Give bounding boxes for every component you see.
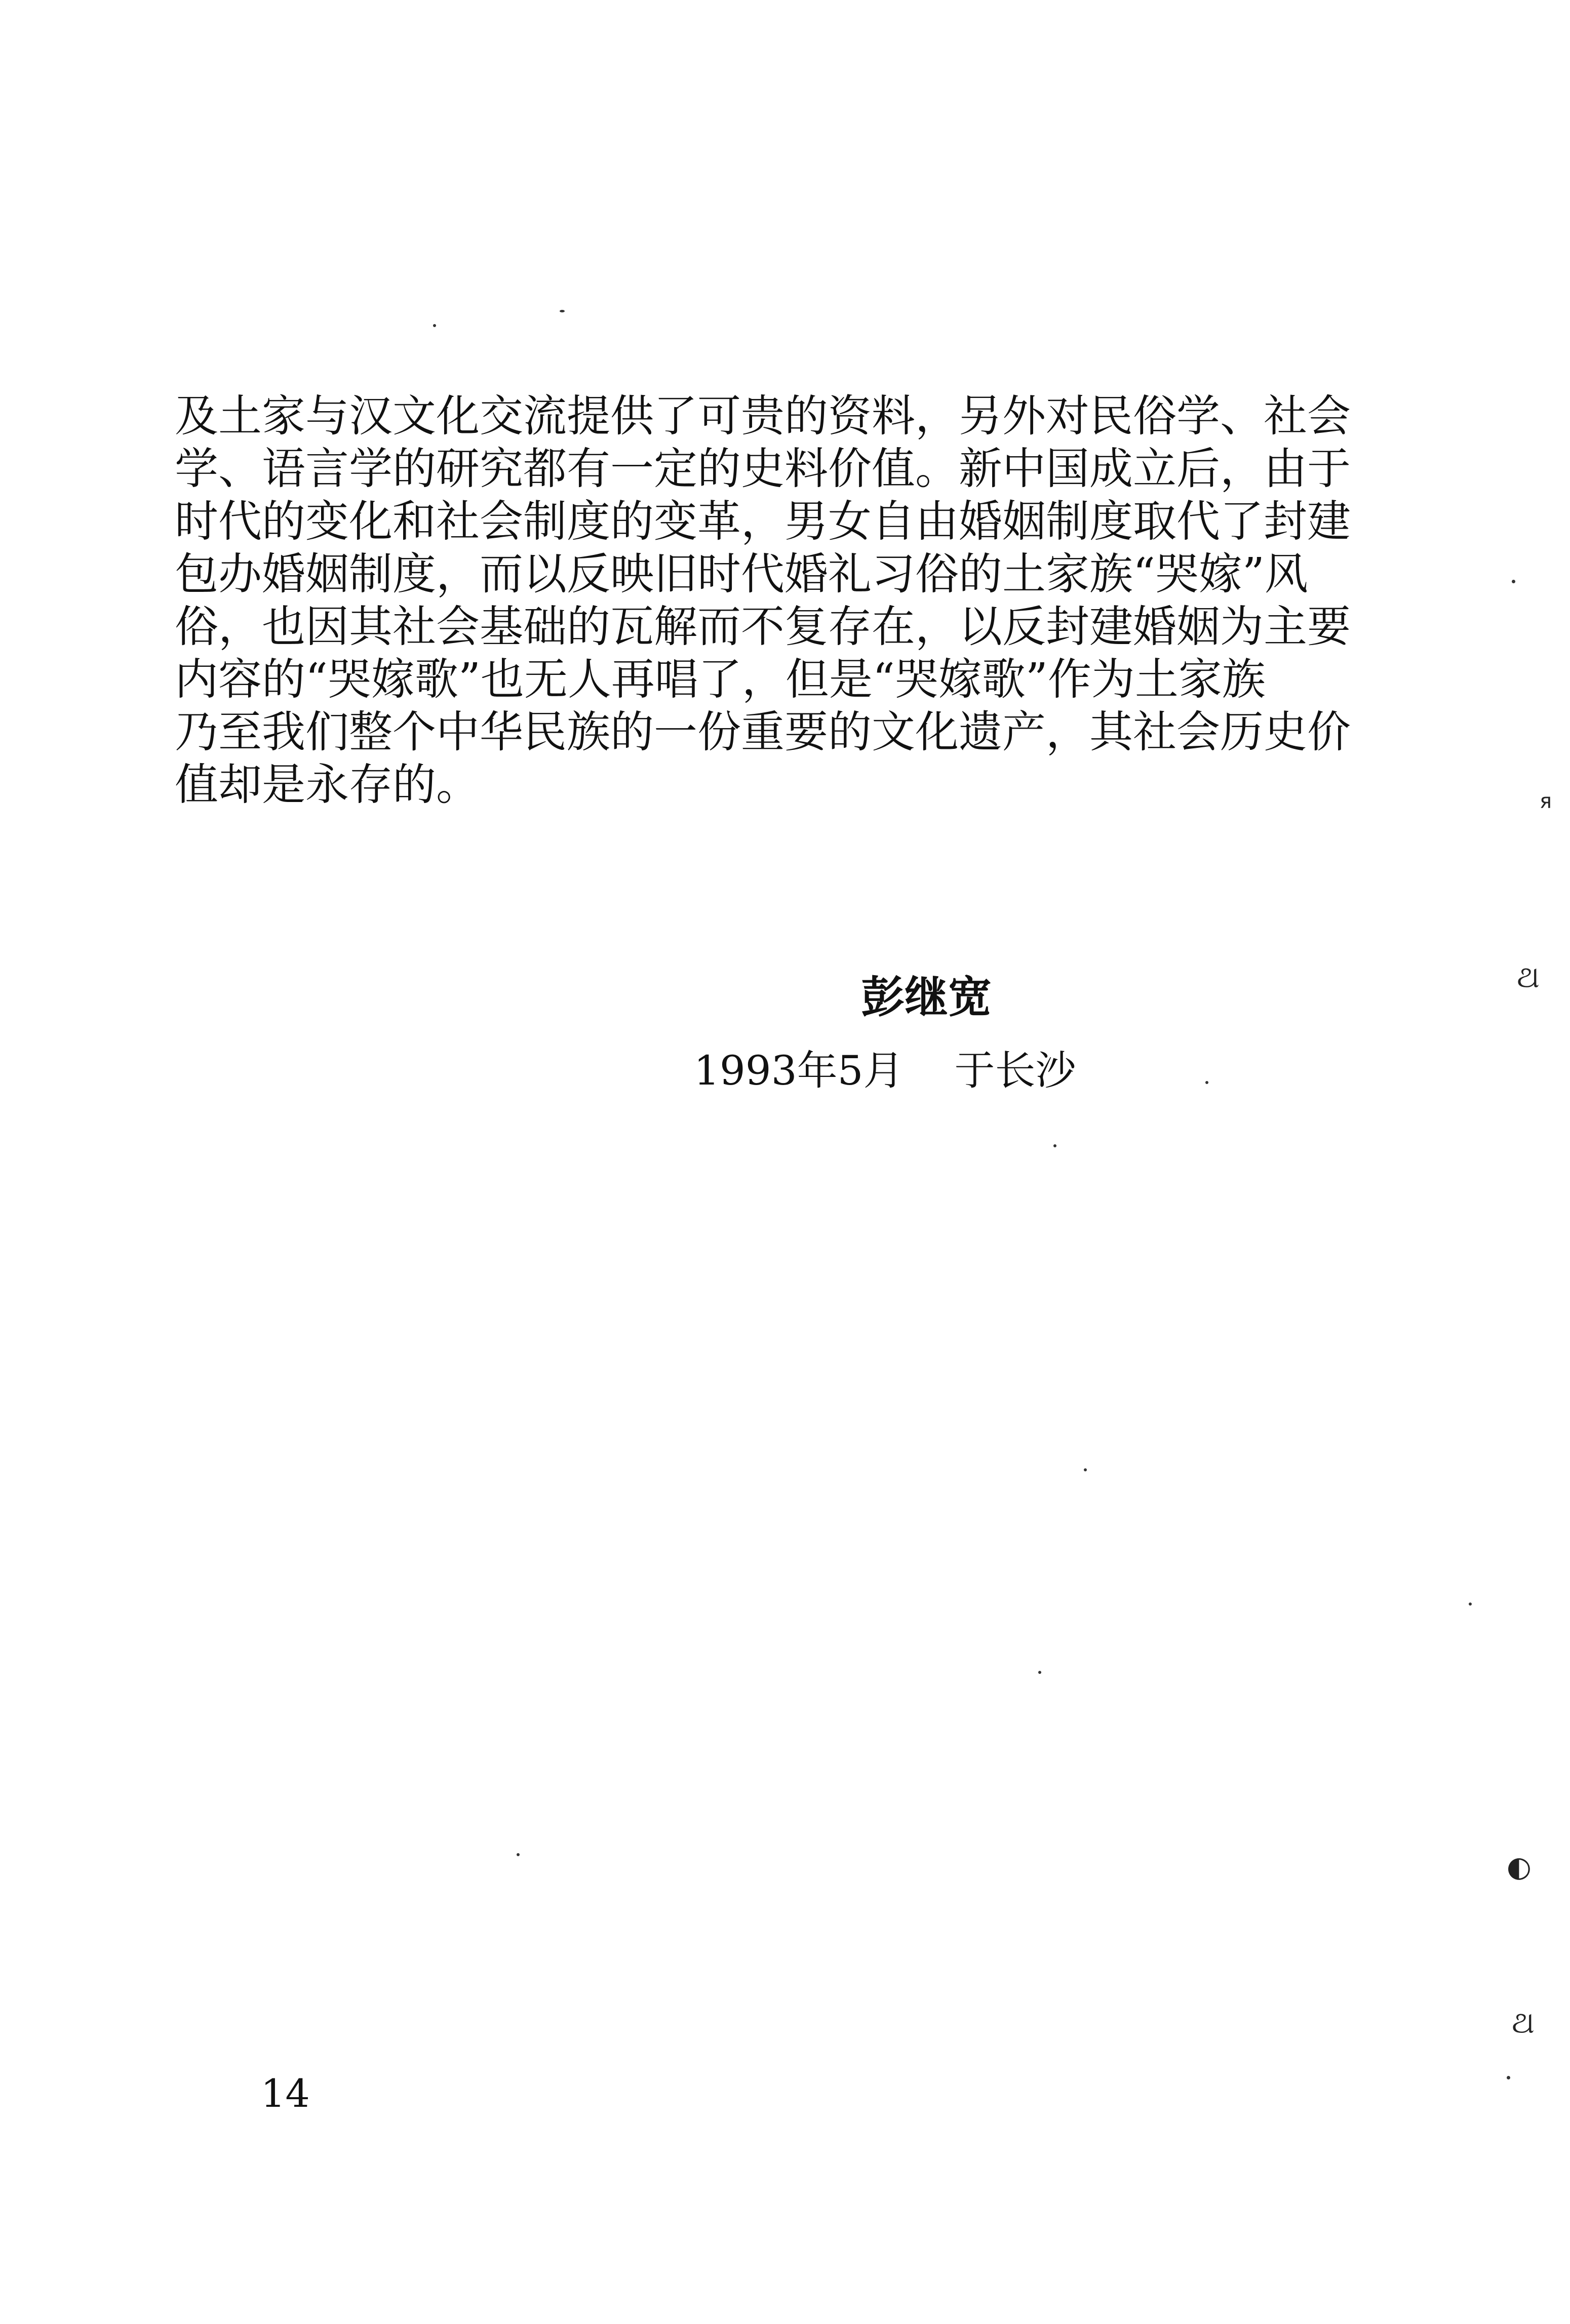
- scan-speck: [1507, 2076, 1510, 2079]
- scan-mark: ◐: [1507, 1851, 1532, 1884]
- scan-speck: [1038, 1671, 1041, 1674]
- scan-mark: ଥ: [1517, 959, 1540, 995]
- body-line: 时代的变化和社会制度的变革，男女自由婚姻制度取代了封建: [175, 496, 1351, 547]
- scan-mark: ଥ: [1512, 2005, 1535, 2040]
- scan-speck: [1084, 1468, 1087, 1471]
- body-line: 及土家与汉文化交流提供了可贵的资料，另外对民俗学、社会: [175, 391, 1351, 442]
- signature-dateline: [694, 1043, 1076, 1099]
- body-line: 乃至我们整个中华民族的一份重要的文化遗产，其社会历史价: [175, 707, 1351, 757]
- scan-speck: [1469, 1602, 1472, 1606]
- signature-date: 1993年5月: [694, 1047, 904, 1094]
- body-line: 学、语言学的研究都有一定的史料价值。新中国成立后，由于: [175, 444, 1351, 494]
- scan-mark: я: [1540, 790, 1552, 813]
- scan-speck: [1053, 1144, 1056, 1147]
- scan-speck: [1205, 1081, 1208, 1084]
- body-paragraph: [175, 390, 1355, 811]
- body-line: 值却是永存的。: [175, 759, 480, 810]
- scan-speck: [1512, 580, 1515, 583]
- body-line: 俗，也因其社会基础的瓦解而不复存在，以反封建婚姻为主要: [175, 602, 1351, 652]
- scan-speck: [433, 324, 436, 327]
- body-line: 内容的“哭嫁歌”也无人再唱了，但是“哭嫁歌”作为土家族: [175, 654, 1266, 705]
- page-number: 14: [261, 2071, 310, 2116]
- scan-speck: [560, 310, 565, 312]
- signature-place: 于长沙: [954, 1047, 1076, 1094]
- scan-speck: [517, 1853, 520, 1856]
- author-signature: 彭继宽: [861, 972, 992, 1023]
- body-line: 包办婚姻制度，而以反映旧时代婚礼习俗的土家族“哭嫁”风: [175, 549, 1308, 599]
